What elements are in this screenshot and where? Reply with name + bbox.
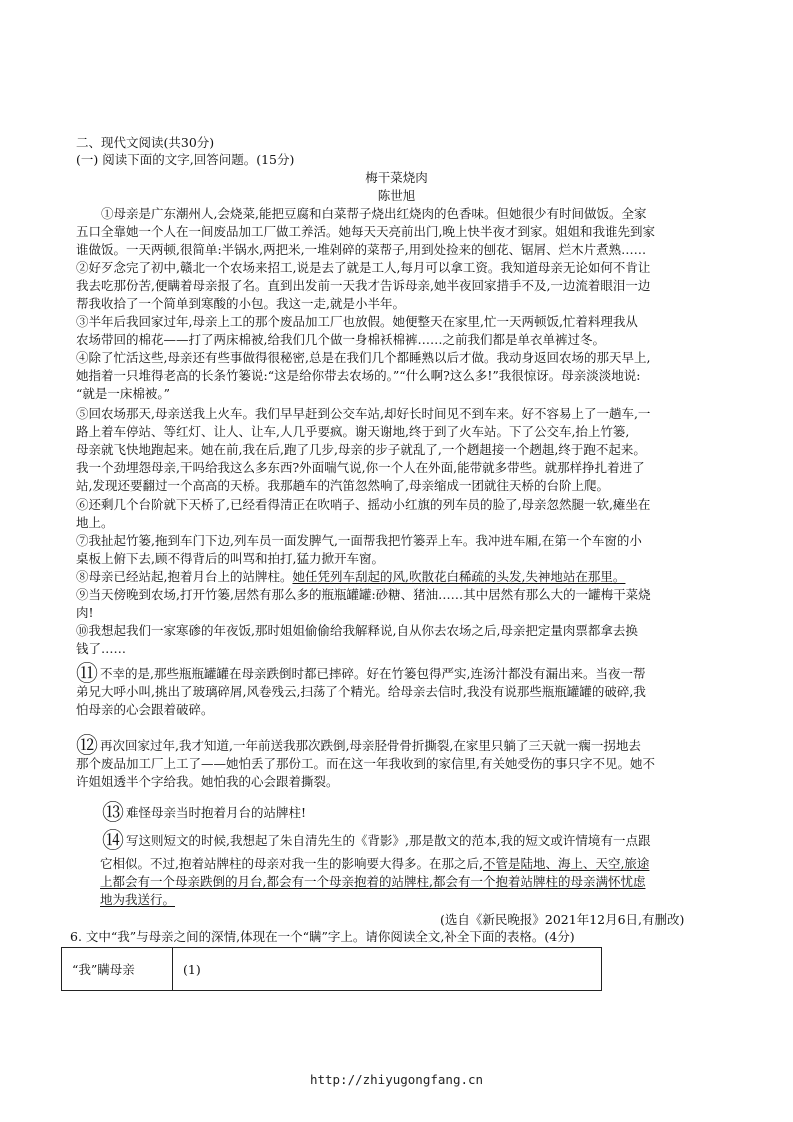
paragraph-text: 它相似。不过,抱着站牌柱的母亲对我一生的影响要大得多。在那之后, [100,856,483,871]
article-line: ③半年后我回家过年,母亲上工的那个废品加工厂也放假。她便整天在家里,忙一天两顿饭,忙着料理我从 [76,314,638,329]
question-6: 6. 文中“我”与母亲之间的深情,体现在一个“瞒”字上。请你阅读全文,补全下面的表格。(4分) [70,929,575,944]
footer-url[interactable]: http://zhiyugongfang.cn [309,1072,484,1087]
article-line: ⑩我想起我们一家寒碜的年夜饭,那时姐姐偷偷给我解释说,自从你去农场之后,母亲把定量肉票都拿去换 [76,623,638,638]
paragraph-text: 写这则短文的时候,我想起了朱自清先生的《背影》,那是散文的范本,我的短文或许情境有一点跟 [126,833,651,848]
article-line: ⑥还剩几个台阶就下天桥了,已经看得清正在吹哨子、摇动小红旗的列车员的脸了,母亲忽然腿一软,瘫坐在 [76,497,651,512]
paragraph-14-line [100,856,649,872]
article-line: 帮我收拾了一个简单到寒酸的小包。我这一走,就是小半年。 [76,296,405,311]
paragraph-12-line: 那个废品加工厂上工了——她怕丢了那份工。而在这一年我收到的家信里,有关她受伤的事只字不见。她不 [76,756,655,771]
paragraph-12-line [76,734,641,759]
article-title: 梅干菜烧肉 [365,170,428,185]
article-line: 站,发现还要翻过一个高高的天桥。我那趟车的汽笛忽然响了,母亲缩成一团就往天桥的台阶上爬。 [76,478,609,493]
article-line-text: ⑧母亲已经站起,抱着月台上的站牌柱。 [76,569,293,584]
table-cell-answer[interactable]: (1) [173,948,602,991]
paragraph-text: 难怪母亲当时抱着月台的站牌柱! [126,805,307,820]
paragraph-number: ⑬ [102,801,125,826]
paragraph-text: 不幸的是,那些瓶瓶罐罐在母亲跌倒时都已摔碎。好在竹篓包得严实,连汤汁都没有漏出来。当夜一帮 [100,666,646,681]
article-line: ①母亲是广东潮州人,会烧菜,能把豆腐和白菜帮子烧出红烧肉的色香味。但她很少有时间做饭。全家 [101,206,647,221]
paragraph-11-line [76,662,646,687]
article-line: 我一个劲埋怨母亲,干吗给我这么多东西?外面喘气说,你一个人在外面,能带就多带些。就那样挣扎着进了 [76,460,645,475]
paragraph-14-line [102,829,651,854]
section-title: 二、现代文阅读(共30分) [76,135,215,150]
paragraph-12-line: 许姐姐透半个字给我。她怕我的心会跟着撕裂。 [76,774,339,789]
article-line: 谁做饭。一天两顿,很简单:半锅水,两把米,一堆剁碎的菜帮子,用到处捡来的刨花、锯屑、烂木片煮熟…… [76,242,647,257]
article-line: 我去吃那份苦,便瞒着母亲报了名。直到出发前一天我才告诉母亲,她半夜回家措手不及,一边流着眼泪一边 [76,278,651,293]
article-line: 肉! [76,605,94,620]
article-line: 她指着一只堆得老高的长条竹篓说:“这是给你带去农场的。”“什么啊?这么多!”我很惊讶。母亲淡淡地说: [76,368,641,383]
underlined-sentence: 不管是陆地、海上、天空,旅途 [482,856,650,871]
source-note: (选自《新民晚报》2021年12月6日,有删改) [440,912,685,927]
article-line: ⑤回农场那天,母亲送我上火车。我们早早赶到公交车站,却好长时间见不到车来。好不容易上了一趟车,一 [76,406,651,421]
paragraph-11-line: 弟兄大呼小叫,挑出了玻璃碎屑,风卷残云,扫荡了个精光。给母亲去信时,我没有说那些瓶瓶罐罐的破碎,我 [76,684,646,699]
table-row [62,948,602,991]
paragraph-number: ⑫ [76,734,99,759]
article-author: 陈世旭 [377,188,416,203]
table-cell-label: “我”瞒母亲 [62,948,173,991]
article-line: 母亲就飞快地跑起来。她在前,我在后,跑了几步,母亲的步子就乱了,一个趔趄接一个趔趄,终于跑不起来。 [76,442,646,457]
article-line: 路上着车停站、等红灯、让人、让车,人几乎要疯。谢天谢地,终于到了火车站。下了公交车,抬上竹篓, [76,424,630,439]
article-line: “就是一床棉被。” [76,386,171,401]
paragraph-11-line: 怕母亲的心会跟着破碎。 [76,702,214,717]
article-line: ④除了忙活这些,母亲还有些事做得很秘密,总是在我们几个都睡熟以后才做。我动身返回农场的那天早上, [76,350,651,365]
article-line: 钱了…… [76,641,127,656]
article-line: 农场带回的棉花——打了两床棉被,给我们几个做一身棉袄棉裤……之前我们都是单衣单裤过冬。 [76,332,605,347]
sub-title: (一) 阅读下面的文字,回答问题。(15分) [76,152,295,167]
article-line: ⑨当天傍晚到农场,打开竹篓,居然有那么多的瓶瓶罐罐:砂糖、猪油……其中居然有那么大的一罐梅干菜烧 [76,587,651,602]
article-line: ⑦我扯起竹篓,拖到车门下边,列车员一面发脾气,一面帮我把竹篓弄上车。我冲进车厢,在第一个车窗的小 [76,533,642,548]
article-line: 桌板上俯下去,顾不得背后的叫骂和拍打,猛力掀开车窗。 [76,551,384,566]
article-line: ②好歹念完了初中,赣北一个农场来招工,说是去了就是工人,每月可以拿工资。我知道母亲无论如何不肯让 [76,260,651,275]
underlined-sentence: 上都会有一个母亲跌倒的月台,都会有一个母亲抱着的站牌柱,都会有一个抱着站牌柱的母亲满怀忧虑 [100,874,646,889]
paragraph-number: ⑪ [76,662,99,687]
article-line: 地上。 [76,515,114,530]
paragraph-number: ⑭ [102,829,125,854]
paragraph-13-line [102,801,307,826]
paragraph-text: 再次回家过年,我才知道,一年前送我那次跌倒,母亲胫骨骨折撕裂,在家里只躺了三天就一瘸一拐地去 [100,738,641,753]
article-line: 五口全靠她一个人在一间废品加工厂做工养活。她每天天亮前出门,晚上快半夜才到家。姐姐和我谁先到家 [76,224,655,239]
underlined-sentence: 地为我送行。 [100,892,176,907]
article-line [76,569,625,585]
underlined-sentence: 她任凭列车刮起的风,吹散花白稀疏的头发,失神地站在那里。 [292,569,626,584]
answer-table [61,947,602,991]
